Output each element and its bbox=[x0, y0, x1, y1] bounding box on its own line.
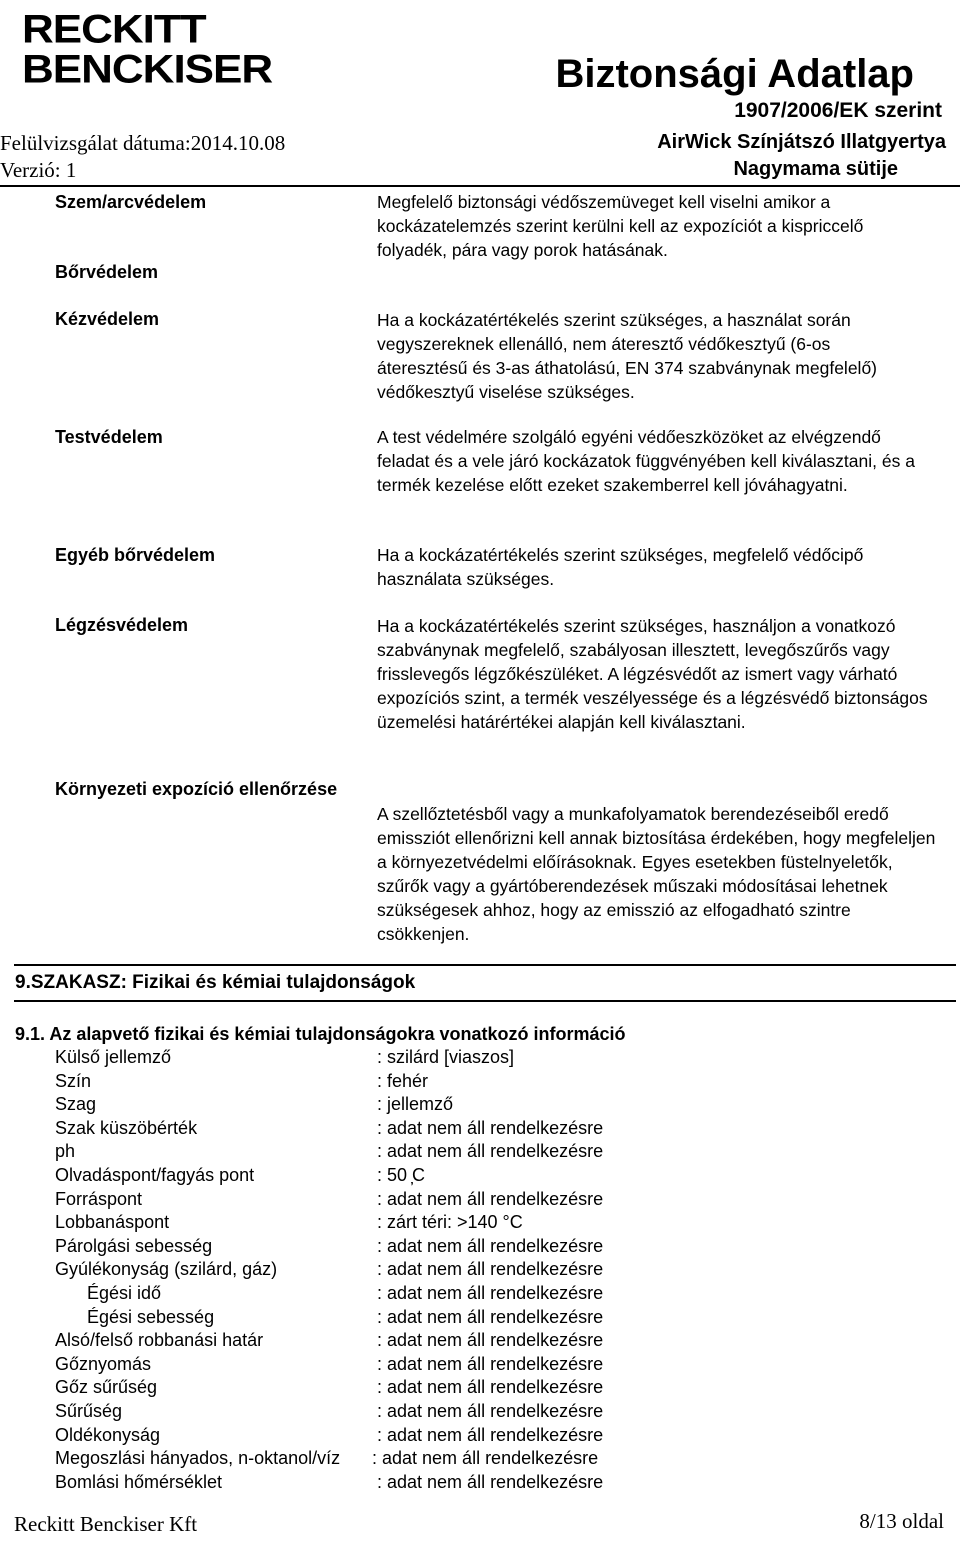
property-value: : fehér bbox=[377, 1070, 429, 1091]
document-title: Biztonsági Adatlap bbox=[555, 52, 914, 96]
property-label: Forráspont bbox=[55, 1188, 143, 1209]
text-other-skin-protection: Ha a kockázatértékelés szerint szükséges, megfelelő védőcipő használata szükséges. bbox=[377, 545, 864, 589]
property-value: : adat nem áll rendelkezésre bbox=[377, 1259, 604, 1280]
label-eye-protection: Szem/arcvédelem bbox=[55, 192, 207, 212]
section-9-subtitle: 9.1. Az alapvető fizikai és kémiai tulajdonságokra vonatkozó információ bbox=[15, 1024, 626, 1044]
text-respiratory-protection: Ha a kockázatértékelés szerint szükséges, használjon a vonatkozó szabványnak megfelelő, szabályosan illesztett, levegőszűrős vagy frisslevegős légzőkészüléket. A légzésvédőt az ismert vagy várható expozíciós szint, a termék veszélyessége és a légzésvédő biztonságos üzemelési határértékei alapján kell kiválasztani. bbox=[377, 616, 928, 732]
label-hand-protection: Kézvédelem bbox=[55, 309, 160, 329]
property-value: : adat nem áll rendelkezésre bbox=[377, 1141, 604, 1162]
text-body-protection: A test védelmére szolgáló egyéni védőeszközöket az elvégzendő feladat és a vele járó kockázatok függvényében kell kiválasztani, és a termék kezelése előtt ezeket szakemberrel kell jóváhagyatni. bbox=[377, 427, 915, 495]
property-label: Gőznyomás bbox=[55, 1353, 152, 1374]
label-environmental-exposure: Környezeti expozíció ellenőrzése bbox=[55, 779, 338, 799]
property-label: Égési idő bbox=[87, 1283, 162, 1303]
footer-company: Reckitt Benckiser Kft bbox=[14, 1512, 198, 1536]
revision-date: Felülvizsgálat dátuma:2014.10.08 bbox=[0, 131, 286, 155]
label-body-protection: Testvédelem bbox=[55, 427, 163, 447]
property-label: Olvadáspont/fagyás pont bbox=[55, 1165, 255, 1185]
property-value: : adat nem áll rendelkezésre bbox=[377, 1188, 604, 1209]
regulation-reference: 1907/2006/EK szerint bbox=[734, 99, 942, 122]
property-label: Alsó/felső robbanási határ bbox=[55, 1330, 264, 1351]
version: Verzió: 1 bbox=[0, 158, 77, 182]
property-value: : adat nem áll rendelkezésre bbox=[377, 1117, 604, 1138]
product-name: AirWick Színjátszó Illatgyertya bbox=[657, 131, 946, 153]
property-value: : jellemző bbox=[377, 1094, 454, 1115]
property-label: Szín bbox=[55, 1070, 92, 1091]
text-eye-protection: Megfelelő biztonsági védőszemüveget kell viselni amikor a kockázatelemzés szerint kerülni kell az expozíciót a kispriccelő folyadék, pára vagy porok hatásának. bbox=[377, 192, 864, 260]
label-respiratory-protection: Légzésvédelem bbox=[55, 615, 189, 635]
footer-page-number: 8/13 oldal bbox=[859, 1509, 944, 1533]
header-rule bbox=[0, 185, 960, 187]
logo-line-2: BENCKISER bbox=[22, 47, 273, 92]
property-label: Szak küszöbérték bbox=[55, 1117, 198, 1138]
product-variant: Nagymama sütije bbox=[733, 158, 898, 180]
property-label: Bomlási hőmérséklet bbox=[55, 1471, 223, 1492]
property-label: Égési sebesség bbox=[87, 1306, 215, 1327]
property-value: : adat nem áll rendelkezésre bbox=[377, 1471, 604, 1492]
property-value: : adat nem áll rendelkezésre bbox=[372, 1448, 599, 1469]
property-value: : adat nem áll rendelkezésre bbox=[377, 1330, 604, 1351]
property-value: : adat nem áll rendelkezésre bbox=[377, 1377, 604, 1398]
property-label: Gyúlékonyság (szilárd, gáz) bbox=[55, 1259, 278, 1280]
property-value: : szilárd [viaszos] bbox=[377, 1047, 515, 1067]
property-label: Külső jellemző bbox=[55, 1047, 172, 1067]
property-value: : zárt téri: >140 °C bbox=[377, 1212, 523, 1233]
text-hand-protection: Ha a kockázatértékelés szerint szükséges, a használat során vegyszereknek ellenálló, nem áteresztő védőkesztyű (6-os áteresztésű és 3-as áthatolású, EN 374 szabványnak megfelelő) védőkesztyű viselése szükséges. bbox=[377, 310, 878, 402]
property-label: ph bbox=[55, 1141, 76, 1162]
property-value: : adat nem áll rendelkezésre bbox=[377, 1306, 604, 1327]
property-label: Oldékonyság bbox=[55, 1424, 161, 1445]
property-label: Gőz sűrűség bbox=[55, 1377, 158, 1398]
section-9-title: 9.SZAKASZ: Fizikai és kémiai tulajdonságok bbox=[15, 972, 416, 993]
section-9-rule-bottom bbox=[14, 1000, 956, 1002]
text-environmental-exposure: A szellőztetésből vagy a munkafolyamatok berendezéseiből eredő emissziót ellenőrizni kell annak biztosítása érdekében, hogy megfeleljen a környezetvédelmi előírásoknak. Egyes esetekben füstelnyeletők, szűrők vagy a gyártóberendezések műszaki módosításai lehetnek szükségesek ahhoz, hogy az emisszió az elfogadható szintre csökkenjen. bbox=[377, 804, 936, 944]
property-label: Megoszlási hányados, n-oktanol/víz bbox=[55, 1448, 341, 1469]
label-skin-protection: Bőrvédelem bbox=[55, 262, 159, 282]
property-label: Lobbanáspont bbox=[55, 1212, 170, 1233]
property-label: Sűrűség bbox=[55, 1401, 123, 1421]
property-label: Szag bbox=[55, 1094, 97, 1115]
property-value: : 50 ̦C bbox=[377, 1165, 426, 1185]
label-other-skin-protection: Egyéb bőrvédelem bbox=[55, 545, 216, 565]
property-value: : adat nem áll rendelkezésre bbox=[377, 1353, 604, 1374]
logo-line-1: RECKITT bbox=[22, 7, 206, 52]
property-value: : adat nem áll rendelkezésre bbox=[377, 1424, 604, 1445]
property-value: : adat nem áll rendelkezésre bbox=[377, 1401, 604, 1421]
property-value: : adat nem áll rendelkezésre bbox=[377, 1283, 604, 1303]
property-label: Párolgási sebesség bbox=[55, 1235, 213, 1256]
property-value: : adat nem áll rendelkezésre bbox=[377, 1235, 604, 1256]
section-9-rule-top bbox=[14, 964, 956, 966]
